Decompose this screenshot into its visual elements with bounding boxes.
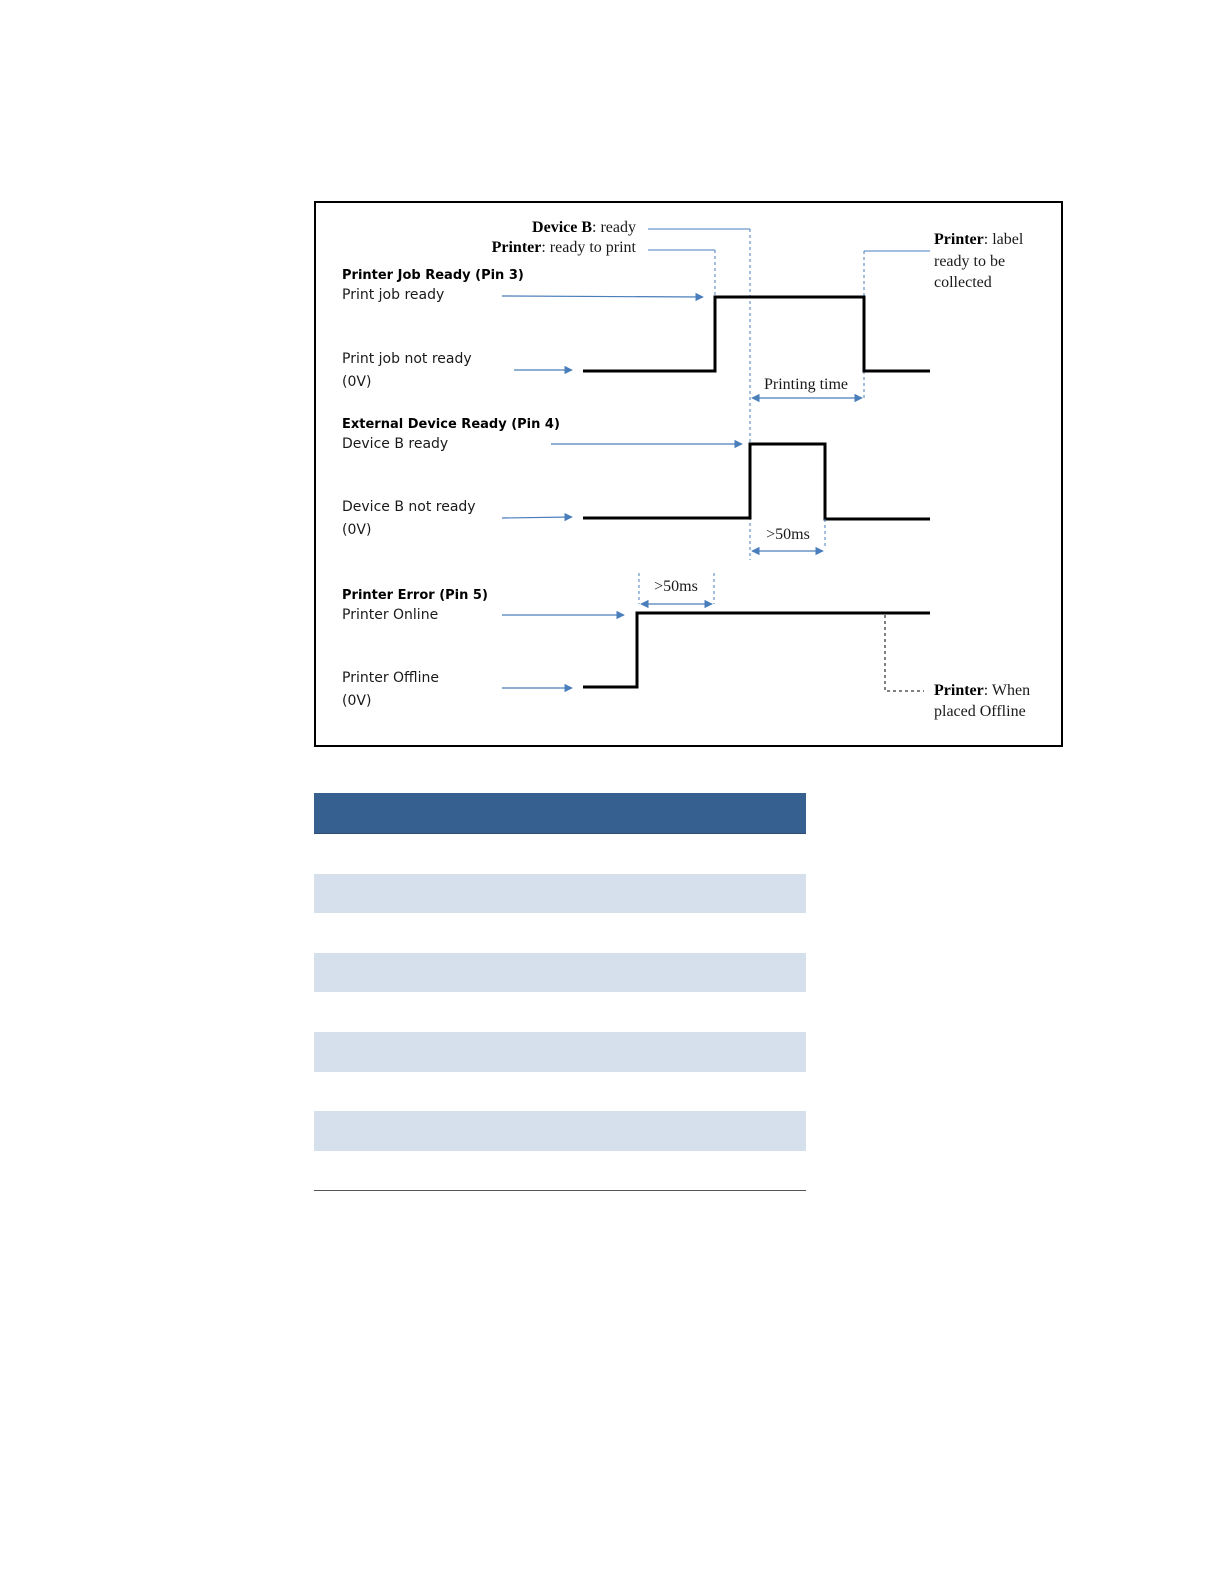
signal-high-label-pin5: Printer Online — [342, 607, 439, 623]
signal-title-pin3: Printer Job Ready (Pin 3) — [342, 268, 524, 283]
table-row — [314, 1072, 806, 1112]
signal-low-sub-pin3: (0V) — [342, 374, 372, 390]
printer-ready-to-print-label: Printer: ready to print — [491, 239, 636, 256]
error-delay-timing-label: >50ms — [654, 578, 698, 595]
device-pulse-timing-label: >50ms — [766, 526, 810, 543]
offline-leader — [885, 615, 924, 691]
label-collected-line3: collected — [934, 274, 992, 291]
signal-low-sub-pin5: (0V) — [342, 693, 372, 709]
pin3-high-arrow — [502, 296, 703, 297]
signal-title-pin5: Printer Error (Pin 5) — [342, 588, 488, 603]
pin4-low-arrow — [502, 517, 572, 518]
signal-low-label-pin4: Device B not ready — [342, 499, 476, 515]
table-row — [314, 1111, 806, 1151]
table-header-row — [314, 793, 806, 834]
table-row — [314, 953, 806, 993]
table-bottom-rule — [314, 1190, 806, 1191]
table-row — [314, 1151, 806, 1191]
signal-low-label-pin3: Print job not ready — [342, 351, 472, 367]
pin4-waveform — [583, 444, 930, 519]
table-row — [314, 874, 806, 914]
pin3-waveform — [583, 297, 930, 371]
signal-low-sub-pin4: (0V) — [342, 522, 372, 538]
device-b-ready-label: Device B: ready — [532, 219, 636, 236]
signal-title-pin4: External Device Ready (Pin 4) — [342, 417, 560, 432]
offline-note-line1: Printer: When — [934, 682, 1031, 699]
label-collected-line1: Printer: label — [934, 231, 1024, 248]
pin5-waveform — [583, 613, 930, 687]
label-collected-line2: ready to be — [934, 253, 1006, 270]
signal-high-label-pin3: Print job ready — [342, 287, 445, 303]
signal-low-label-pin5: Printer Offline — [342, 670, 439, 686]
printing-time-label: Printing time — [764, 376, 848, 393]
table-row — [314, 1032, 806, 1072]
table-row — [314, 834, 806, 874]
offline-note-line2: placed Offline — [934, 703, 1026, 720]
table-row — [314, 992, 806, 1032]
signal-high-label-pin4: Device B ready — [342, 436, 449, 452]
table-row — [314, 913, 806, 953]
empty-table — [314, 793, 806, 1191]
